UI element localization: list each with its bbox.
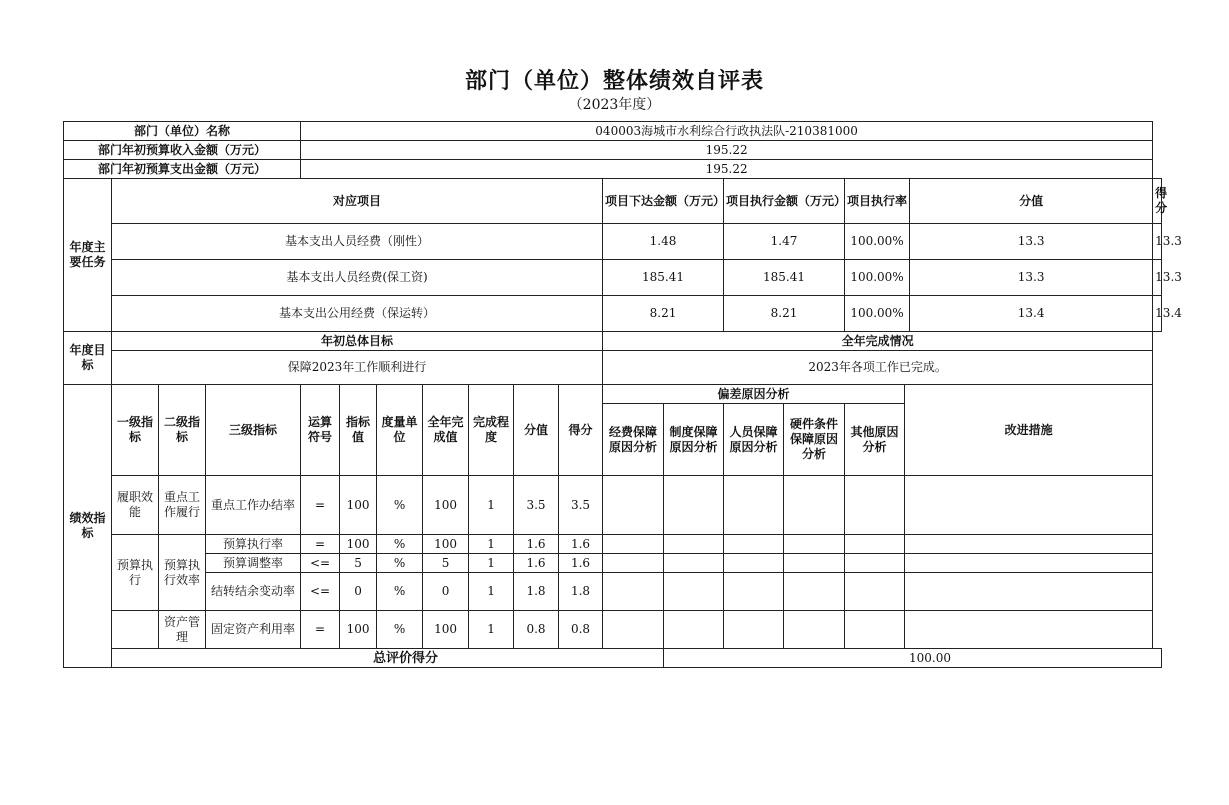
ind-system [664, 611, 724, 649]
task-rate: 100.00% [845, 296, 910, 332]
ind-other [845, 476, 905, 535]
task-score: 13.3 [1153, 224, 1162, 260]
ind-level3: 预算执行率 [206, 535, 301, 554]
ind-improvement [905, 573, 1153, 611]
total-value: 100.00 [664, 649, 1162, 668]
total-row [64, 649, 1162, 668]
ind-score-value: 3.5 [514, 476, 559, 535]
total-label: 总评价得分 [112, 649, 664, 668]
ind-operator: = [301, 535, 340, 554]
ind-target: 0 [340, 573, 377, 611]
ind-score: 3.5 [559, 476, 603, 535]
ind-completion: 1 [469, 476, 514, 535]
ind-personnel [724, 535, 784, 554]
ind-score-value: 1.8 [514, 573, 559, 611]
goals-initial-value: 保障2023年工作顺利进行 [112, 351, 603, 385]
ind-header-completion: 完成程度 [469, 385, 514, 476]
tasks-header-score: 得分 [1153, 179, 1162, 224]
goals-completion-value: 2023年各项工作已完成。 [603, 351, 1153, 385]
income-label: 部门年初预算收入金额（万元） [64, 141, 301, 160]
indicators-header-row-1 [64, 385, 1162, 404]
task-row [64, 260, 1162, 296]
indicator-row [64, 573, 1162, 611]
tasks-header-allocated: 项目下达金额（万元） [603, 179, 724, 224]
task-allocated: 185.41 [603, 260, 724, 296]
ind-personnel [724, 573, 784, 611]
ind-operator: <= [301, 573, 340, 611]
ind-improvement [905, 554, 1153, 573]
indicator-row [64, 611, 1162, 649]
ind-completion: 1 [469, 554, 514, 573]
page-subtitle: （2023年度） [568, 97, 661, 113]
ind-unit: % [377, 554, 423, 573]
ind-level1: 履职效能 [112, 476, 159, 535]
ind-hardware [784, 573, 845, 611]
ind-funding [603, 611, 664, 649]
ind-level1 [112, 611, 159, 649]
ind-operator: <= [301, 554, 340, 573]
expense-value: 195.22 [301, 160, 1153, 179]
ind-hardware [784, 611, 845, 649]
ind-header-deviation: 偏差原因分析 [603, 385, 905, 404]
ind-score: 1.6 [559, 554, 603, 573]
tasks-header-rate: 项目执行率 [845, 179, 910, 224]
ind-header-funding: 经费保障原因分析 [603, 404, 664, 476]
indicator-row [64, 554, 1162, 573]
ind-level3: 重点工作办结率 [206, 476, 301, 535]
task-executed: 1.47 [724, 224, 845, 260]
ind-header-operator: 运算符号 [301, 385, 340, 476]
indicator-row [64, 476, 1162, 535]
ind-level3: 预算调整率 [206, 554, 301, 573]
task-score-value: 13.3 [910, 260, 1153, 296]
ind-personnel [724, 476, 784, 535]
ind-personnel [724, 611, 784, 649]
ind-level3: 固定资产利用率 [206, 611, 301, 649]
ind-header-hardware: 硬件条件保障原因分析 [784, 404, 845, 476]
goals-section-label: 年度目标 [64, 332, 112, 385]
tasks-header-executed: 项目执行金额（万元） [724, 179, 845, 224]
ind-header-score: 得分 [559, 385, 603, 476]
tasks-header-row [64, 179, 1162, 224]
evaluation-table [63, 121, 1182, 668]
task-score: 13.4 [1153, 296, 1162, 332]
task-project: 基本支出公用经费（保运转） [112, 296, 603, 332]
ind-header-level1: 一级指标 [112, 385, 159, 476]
ind-completion: 1 [469, 573, 514, 611]
ind-header-other: 其他原因分析 [845, 404, 905, 476]
ind-header-improvement: 改进措施 [905, 385, 1153, 476]
ind-header-score-value: 分值 [514, 385, 559, 476]
dept-name-row [64, 122, 1162, 141]
indicators-section-label: 绩效指标 [64, 385, 112, 668]
ind-unit: % [377, 535, 423, 554]
ind-level2: 重点工作履行 [159, 476, 206, 535]
ind-target: 5 [340, 554, 377, 573]
ind-actual: 5 [423, 554, 469, 573]
dept-name-value: 040003海城市水利综合行政执法队-210381000 [301, 122, 1153, 141]
ind-hardware [784, 554, 845, 573]
tasks-section-label: 年度主要任务 [64, 179, 112, 332]
ind-improvement [905, 476, 1153, 535]
ind-hardware [784, 476, 845, 535]
task-row [64, 224, 1162, 260]
ind-completion: 1 [469, 611, 514, 649]
ind-completion: 1 [469, 535, 514, 554]
ind-system [664, 573, 724, 611]
ind-funding [603, 573, 664, 611]
ind-unit: % [377, 611, 423, 649]
ind-other [845, 573, 905, 611]
ind-funding [603, 476, 664, 535]
tasks-header-score-value: 分值 [910, 179, 1153, 224]
ind-header-target: 指标值 [340, 385, 377, 476]
ind-actual: 100 [423, 611, 469, 649]
income-value: 195.22 [301, 141, 1153, 160]
income-row [64, 141, 1162, 160]
expense-row [64, 160, 1162, 179]
ind-score: 0.8 [559, 611, 603, 649]
ind-header-system: 制度保障原因分析 [664, 404, 724, 476]
ind-level2: 资产管理 [159, 611, 206, 649]
ind-improvement [905, 611, 1153, 649]
expense-label: 部门年初预算支出金额（万元） [64, 160, 301, 179]
task-project: 基本支出人员经费(保工资) [112, 260, 603, 296]
ind-actual: 100 [423, 476, 469, 535]
ind-score-value: 1.6 [514, 535, 559, 554]
ind-score: 1.8 [559, 573, 603, 611]
ind-actual: 100 [423, 535, 469, 554]
ind-header-level3: 三级指标 [206, 385, 301, 476]
ind-system [664, 554, 724, 573]
goals-value-row [64, 351, 1162, 385]
ind-target: 100 [340, 611, 377, 649]
ind-operator: = [301, 476, 340, 535]
ind-unit: % [377, 573, 423, 611]
task-rate: 100.00% [845, 224, 910, 260]
task-score: 13.3 [1153, 260, 1162, 296]
ind-level1: 预算执行 [112, 535, 159, 611]
task-score-value: 13.4 [910, 296, 1153, 332]
ind-other [845, 554, 905, 573]
ind-score-value: 0.8 [514, 611, 559, 649]
ind-funding [603, 554, 664, 573]
goals-initial-label: 年初总体目标 [112, 332, 603, 351]
ind-system [664, 535, 724, 554]
task-executed: 8.21 [724, 296, 845, 332]
task-score-value: 13.3 [910, 224, 1153, 260]
ind-other [845, 611, 905, 649]
task-allocated: 1.48 [603, 224, 724, 260]
ind-hardware [784, 535, 845, 554]
ind-score: 1.6 [559, 535, 603, 554]
ind-unit: % [377, 476, 423, 535]
task-executed: 185.41 [724, 260, 845, 296]
goals-header-row [64, 332, 1162, 351]
task-rate: 100.00% [845, 260, 910, 296]
goals-completion-label: 全年完成情况 [603, 332, 1153, 351]
ind-actual: 0 [423, 573, 469, 611]
page-title: 部门（单位）整体绩效自评表 [464, 69, 764, 94]
indicator-row [64, 535, 1162, 554]
ind-level3: 结转结余变动率 [206, 573, 301, 611]
tasks-header-project: 对应项目 [112, 179, 603, 224]
ind-header-level2: 二级指标 [159, 385, 206, 476]
ind-system [664, 476, 724, 535]
ind-personnel [724, 554, 784, 573]
ind-score-value: 1.6 [514, 554, 559, 573]
ind-target: 100 [340, 476, 377, 535]
ind-other [845, 535, 905, 554]
ind-improvement [905, 535, 1153, 554]
dept-name-label: 部门（单位）名称 [64, 122, 301, 141]
task-row [64, 296, 1162, 332]
ind-header-actual: 全年完成值 [423, 385, 469, 476]
ind-header-unit: 度量单位 [377, 385, 423, 476]
ind-level2: 预算执行效率 [159, 535, 206, 611]
task-allocated: 8.21 [603, 296, 724, 332]
ind-header-personnel: 人员保障原因分析 [724, 404, 784, 476]
ind-operator: = [301, 611, 340, 649]
task-project: 基本支出人员经费（刚性） [112, 224, 603, 260]
ind-funding [603, 535, 664, 554]
ind-target: 100 [340, 535, 377, 554]
